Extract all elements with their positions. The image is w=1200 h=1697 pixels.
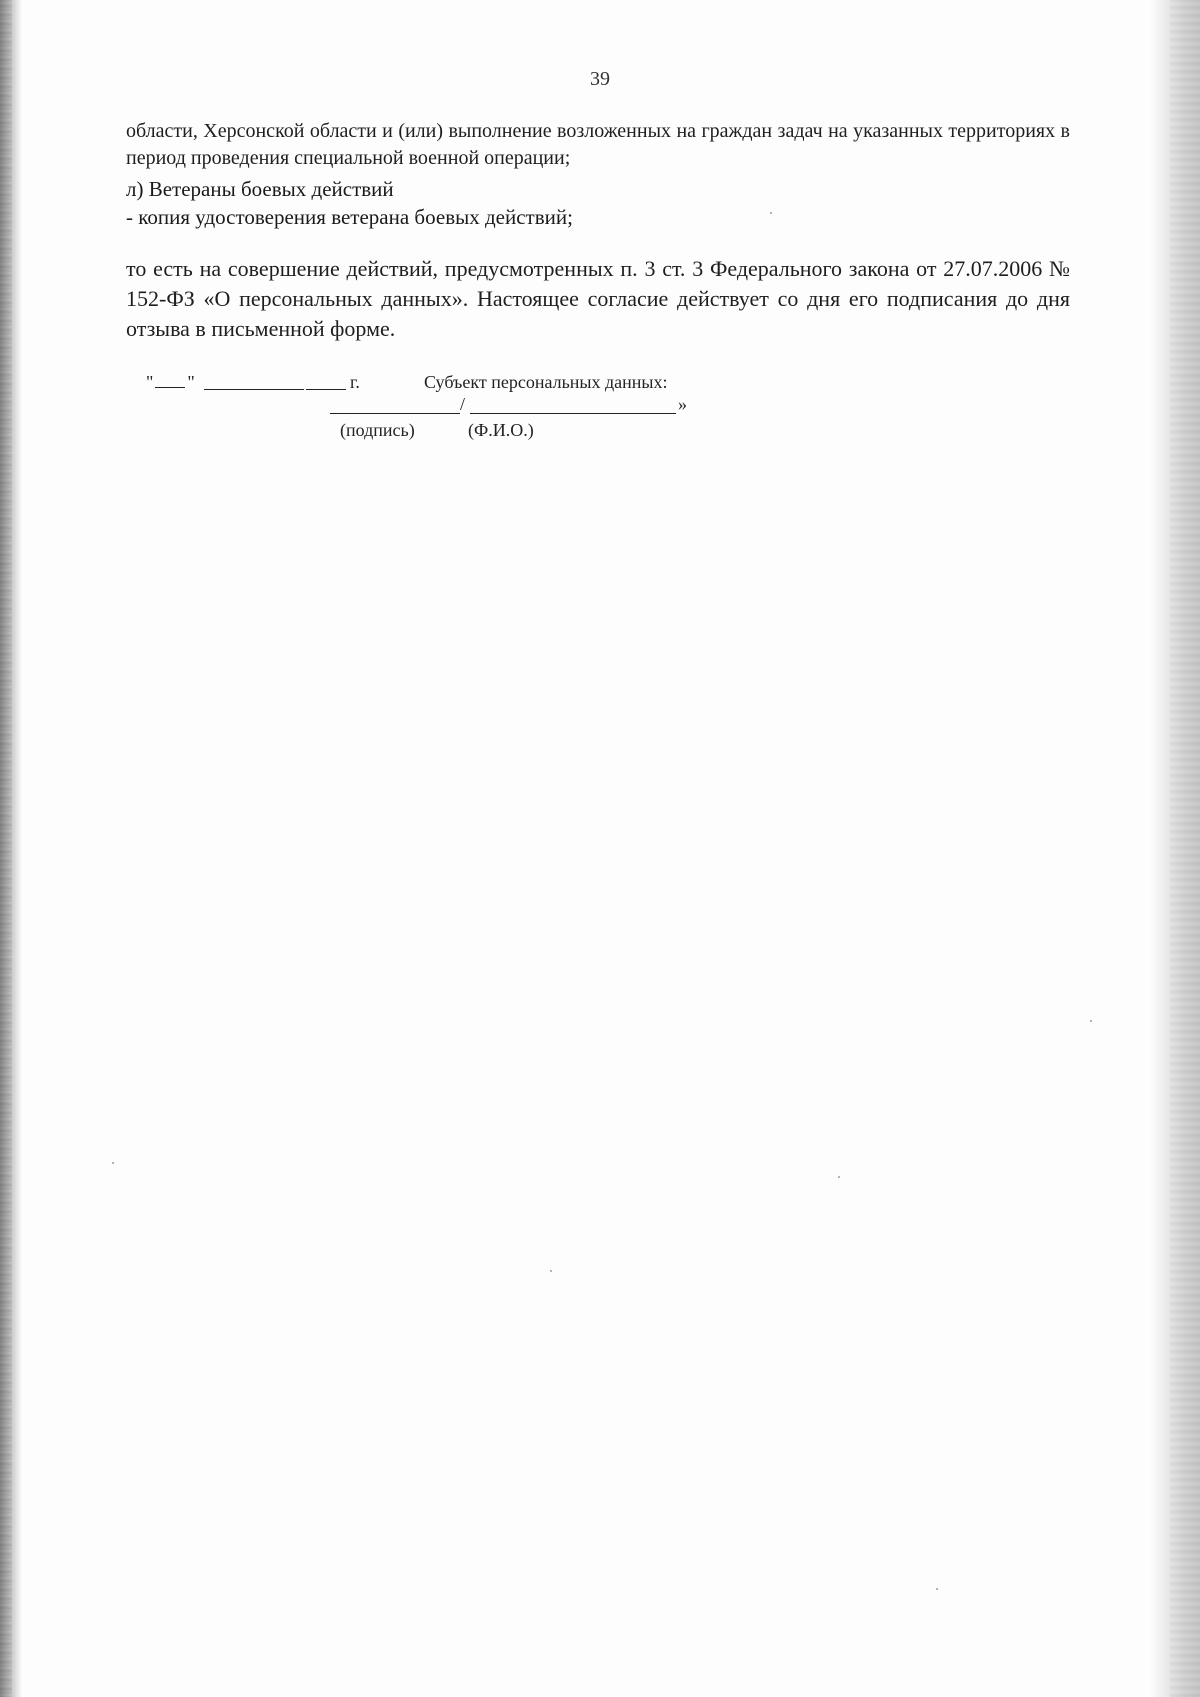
date-day-field xyxy=(146,372,195,393)
scan-shadow-right xyxy=(1150,0,1200,1697)
subject-label: Субъект персональных данных: xyxy=(424,372,668,392)
list-item-l-title: л) Ветераны боевых действий xyxy=(126,177,394,201)
caption-fio: (Ф.И.О.) xyxy=(468,420,534,440)
paragraph-continued: области, Херсонской области и (или) выполнение возложенных на граждан задач на указанных территориях в период проведения специальной военной операции; xyxy=(126,120,1070,169)
signature-line xyxy=(330,413,460,414)
scan-speck xyxy=(936,1588,938,1590)
date-close-quote: " xyxy=(187,372,195,392)
scan-speck xyxy=(770,212,772,214)
scan-speck xyxy=(550,1270,552,1272)
date-year-suffix: г. xyxy=(350,372,360,392)
date-year-blank xyxy=(306,389,346,390)
fio-closing-mark: » xyxy=(678,394,687,414)
list-item-l-document: - копия удостоверения ветерана боевых действий; xyxy=(126,205,573,229)
date-open-quote: " xyxy=(146,372,154,392)
scan-shadow-left xyxy=(0,0,22,1697)
scan-speck xyxy=(1090,1020,1092,1022)
caption-signature: (подпись) xyxy=(340,420,415,440)
scan-speck xyxy=(838,1176,840,1178)
date-month-blank xyxy=(204,389,304,390)
fio-line xyxy=(470,413,676,414)
consent-paragraph: то есть на совершение действий, предусмотренных п. 3 ст. 3 Федерального закона от 27.07.2006 № 152-ФЗ «О персональных данных». Настоящее согласие действует со дня его подписания до дня отзыва в письменной форме. xyxy=(126,256,1070,341)
scan-speck xyxy=(112,1162,114,1164)
page-number: 39 xyxy=(590,68,610,90)
date-day-blank xyxy=(155,373,185,388)
signature-slash: / xyxy=(460,394,466,414)
